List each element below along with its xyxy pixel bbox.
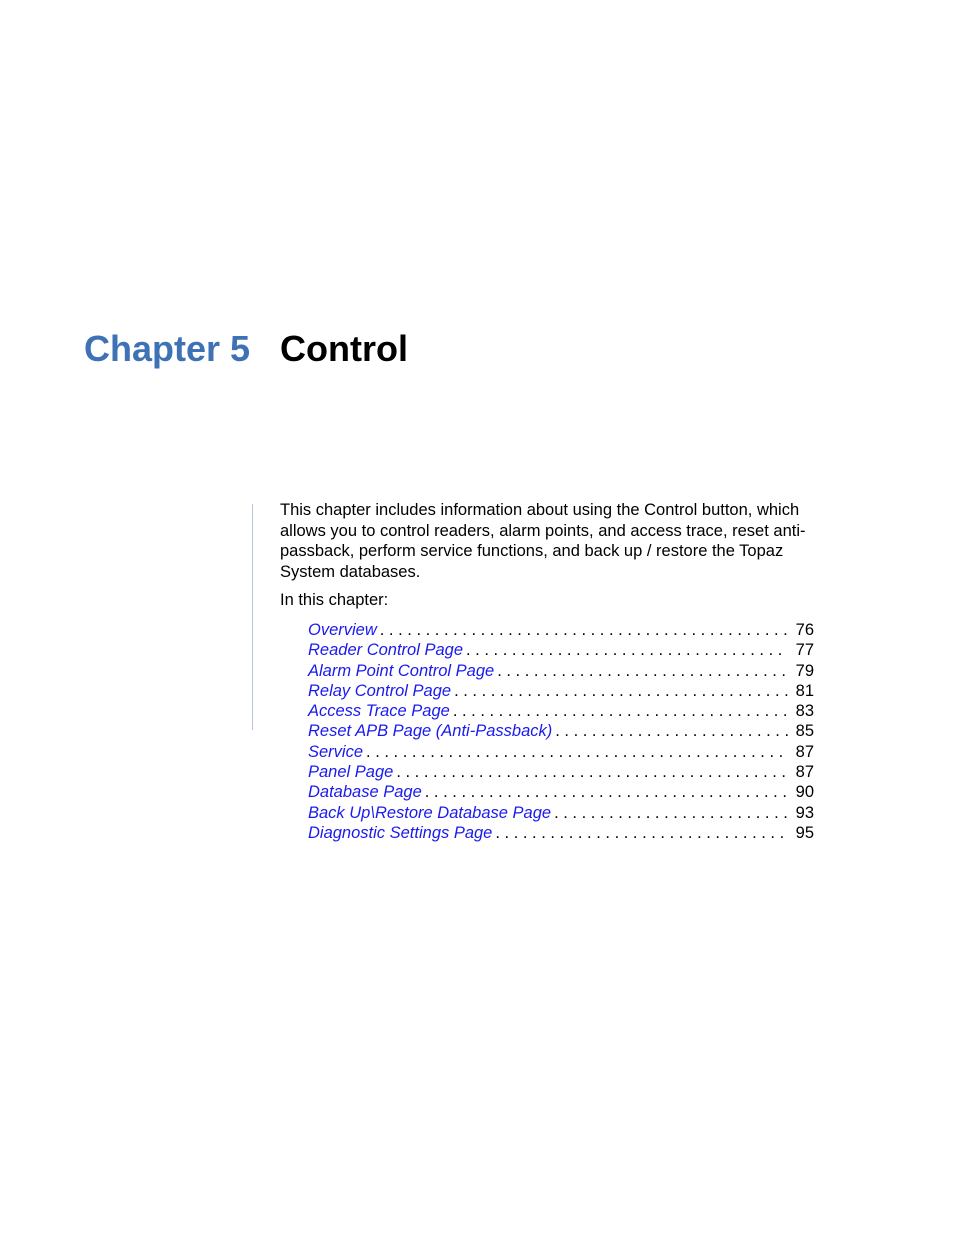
toc-link-panel-page[interactable]: Panel Page [308, 763, 394, 782]
toc-link-access-trace-page[interactable]: Access Trace Page [308, 702, 450, 721]
toc-leader [453, 701, 788, 721]
toc-leader [555, 721, 788, 741]
toc-link-reset-apb-page[interactable]: Reset APB Page (Anti-Passback) [308, 722, 553, 741]
chapter-heading [84, 326, 408, 372]
toc-entry-backup-restore-database-page [308, 803, 814, 823]
toc-link-alarm-point-control-page[interactable]: Alarm Point Control Page [308, 661, 495, 680]
toc-page-number: 76 [795, 621, 814, 639]
toc-leader [554, 803, 788, 823]
toc-link-database-page[interactable]: Database Page [308, 783, 422, 802]
chapter-toc [308, 620, 814, 843]
toc-entry-relay-control-page [308, 681, 814, 701]
toc-page-number: 79 [795, 661, 814, 680]
toc-page-number: 93 [795, 803, 814, 822]
toc-leader [366, 742, 788, 762]
toc-entry-reset-apb-page [308, 721, 814, 741]
toc-leader [495, 823, 788, 843]
toc-link-relay-control-page[interactable]: Relay Control Page [308, 681, 452, 700]
toc-leader [497, 661, 788, 681]
toc-leader [466, 640, 788, 660]
toc-leader [454, 681, 788, 701]
toc-page-number: 90 [795, 783, 814, 802]
toc-link-reader-control-page[interactable]: Reader Control Page [308, 641, 464, 660]
intro-paragraph: This chapter includes information about using the Control button, which allows you to control readers, alarm points, and access trace, reset anti-passback, perform service functions, and back up / restore the Topaz System databases. [280, 501, 806, 581]
toc-page-number: 95 [795, 823, 814, 842]
chapter-title: Control [280, 328, 408, 369]
chapter-number-label: Chapter 5 [84, 328, 251, 369]
toc-leader [425, 782, 788, 802]
toc-link-service[interactable]: Service [308, 742, 364, 761]
toc-page-number: 85 [795, 722, 814, 741]
toc-entry-access-trace-page [308, 701, 814, 721]
toc-entry-reader-control-page [308, 640, 814, 660]
toc-link-overview[interactable]: Overview [308, 621, 377, 639]
toc-page-number: 81 [795, 681, 814, 700]
toc-page-number: 77 [795, 641, 814, 660]
toc-link-diagnostic-settings-page[interactable]: Diagnostic Settings Page [308, 823, 493, 842]
toc-entry-overview [308, 620, 814, 640]
toc-entry-panel-page [308, 762, 814, 782]
toc-entry-service [308, 742, 814, 762]
toc-link-backup-restore-database-page[interactable]: Back Up\Restore Database Page [308, 803, 552, 822]
margin-rule [252, 504, 253, 730]
toc-leader [396, 762, 788, 782]
toc-page-number: 87 [795, 763, 814, 782]
toc-entry-diagnostic-settings-page [308, 823, 814, 843]
toc-page-number: 87 [795, 742, 814, 761]
toc-leader [380, 620, 788, 640]
in-this-chapter-label: In this chapter: [280, 591, 389, 609]
toc-entry-alarm-point-control-page [308, 661, 814, 681]
toc-entry-database-page [308, 782, 814, 802]
toc-page-number: 83 [795, 702, 814, 721]
